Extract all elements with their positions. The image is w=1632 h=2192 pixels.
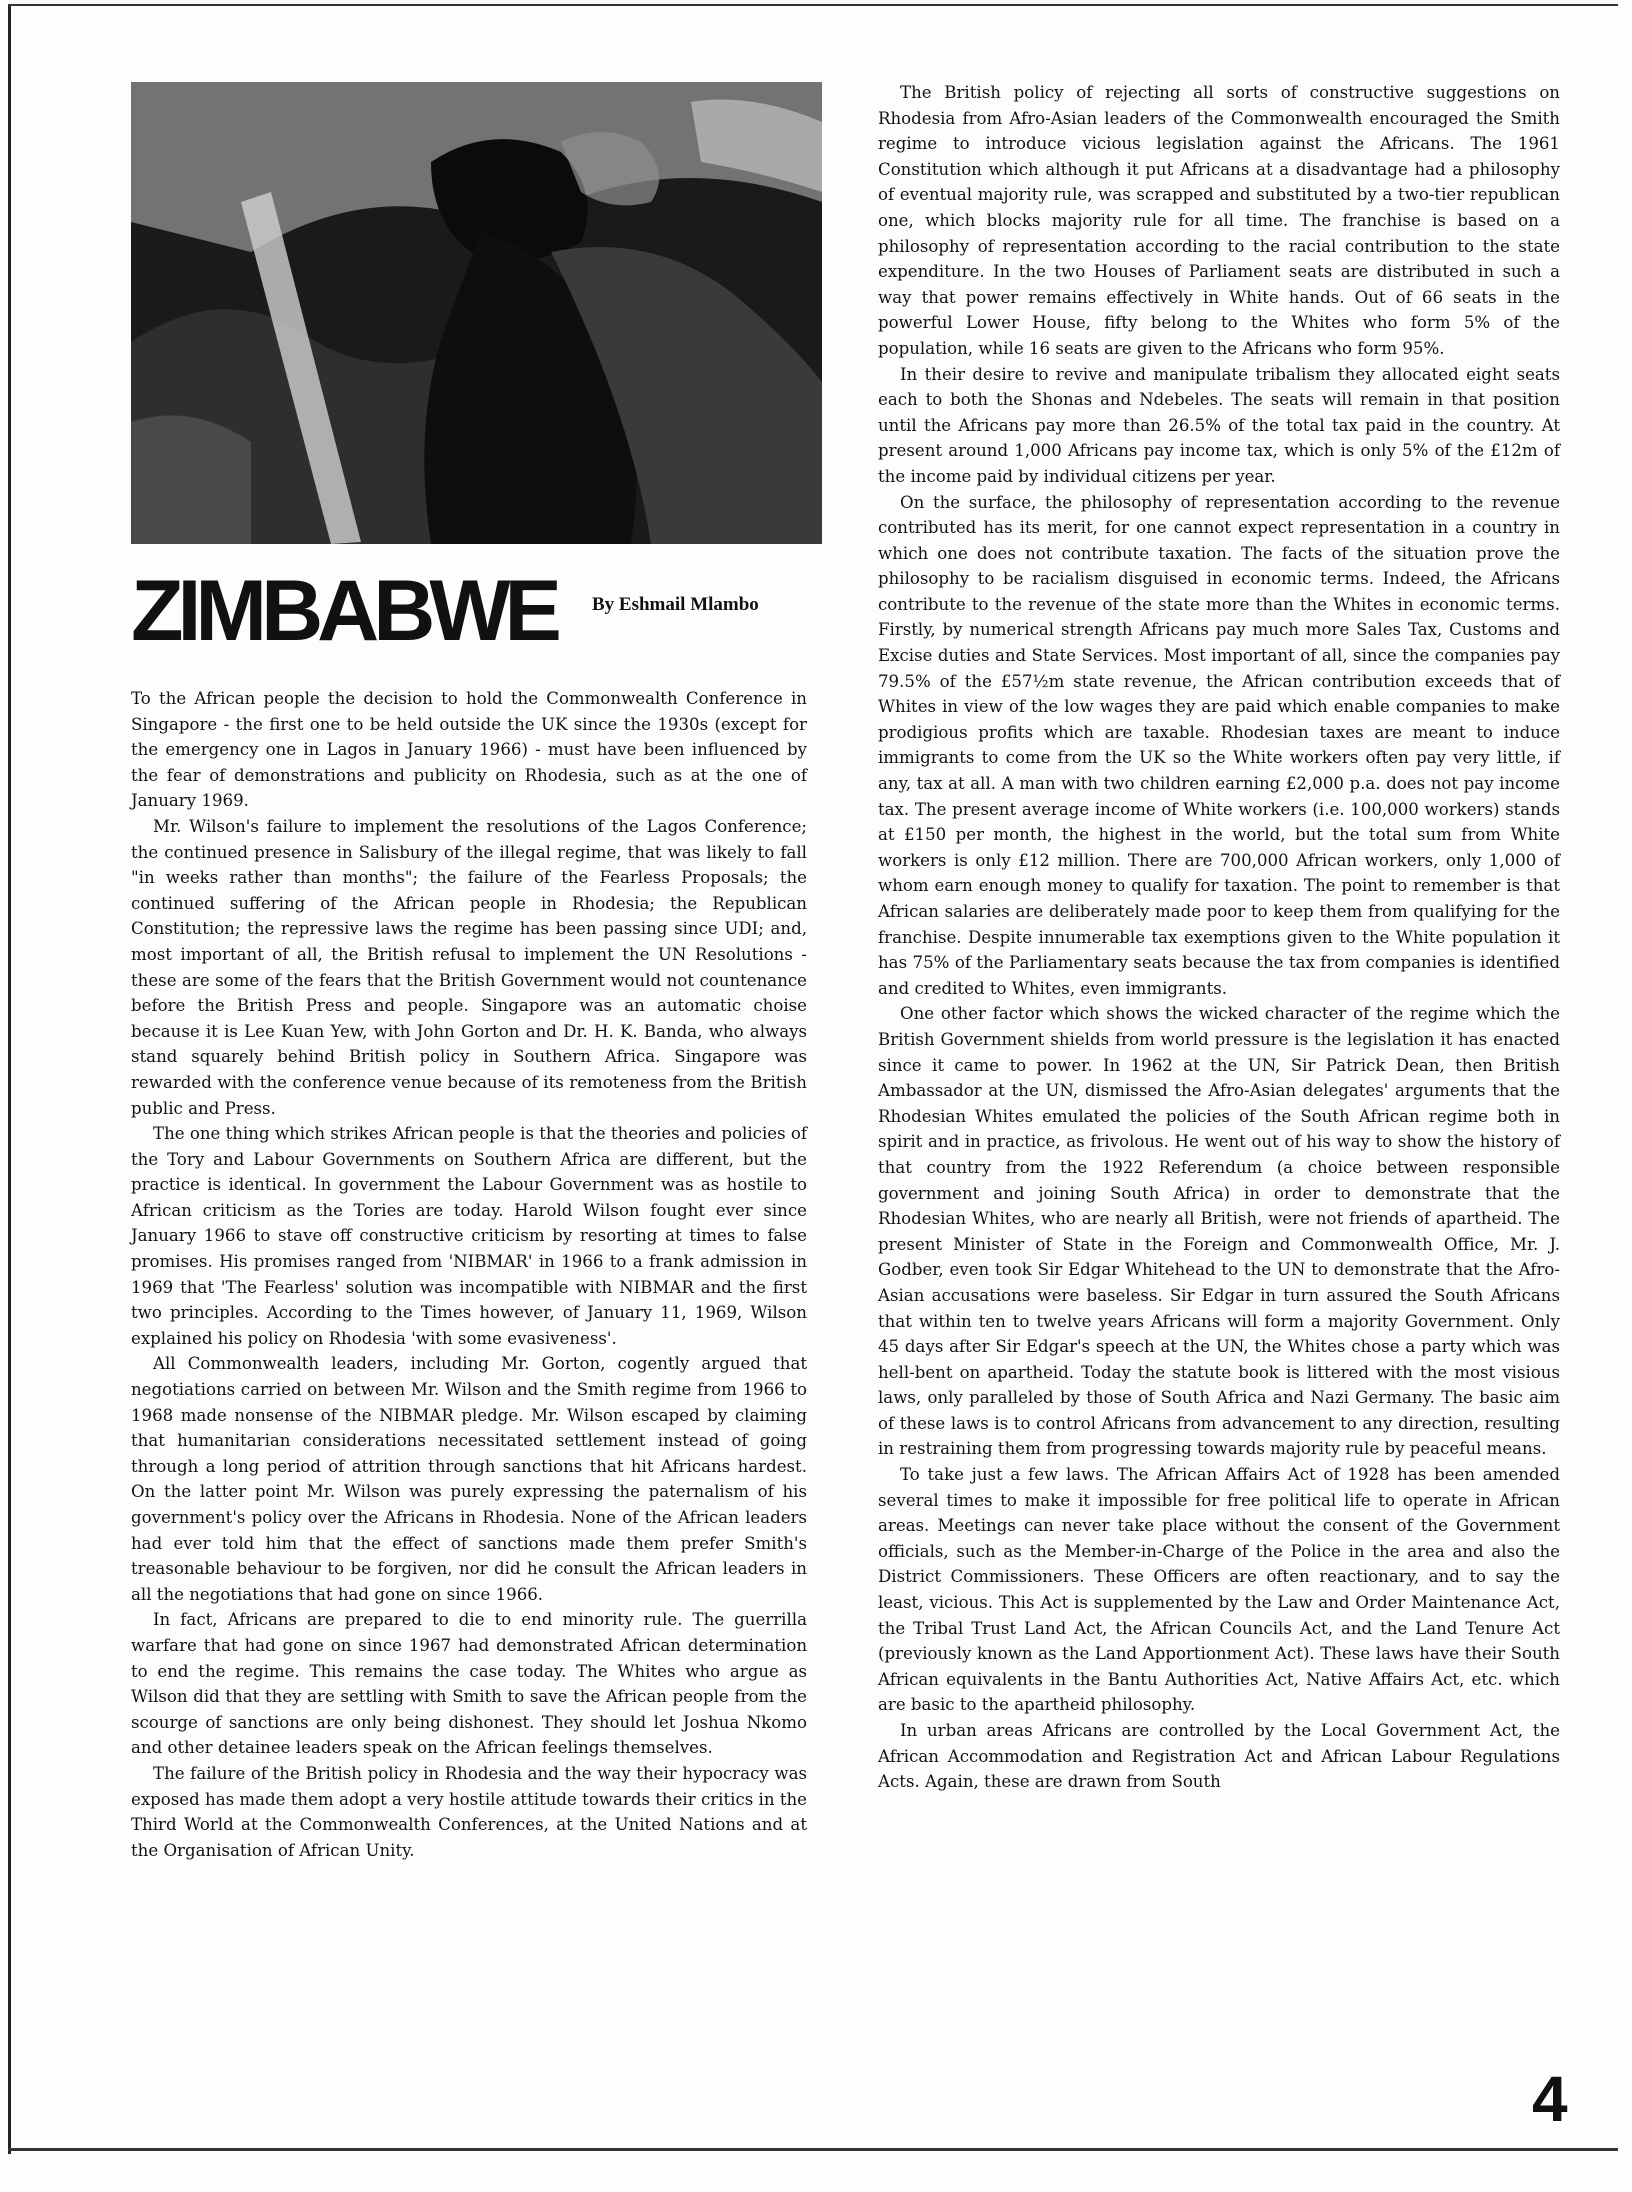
page-number: 4 [1532, 2063, 1568, 2135]
paragraph: In fact, Africans are prepared to die to end minority rule. The guerrilla warfare that had gone on since 1967 had demonstrated African determination to end the regime. This remains the case today. The Whites who argue as Wilson did that they are settling with Smith to save the African people from the scourge of sanctions are only being dishonest. They should let Joshua Nkomo and other detainee leaders speak on the African feelings themselves. [131, 1610, 807, 1758]
guerrilla-photo [131, 82, 822, 544]
left-column [131, 686, 807, 1863]
paragraph: To take just a few laws. The African Affairs Act of 1928 has been amended several times to make it impossible for free political life to operate in African areas. Meetings can never take place without the consent of the Government officials, such as the Member-in-Charge of the Police in the area and also the District Commissioners. These Officers are often reactionary, and to say the least, vicious. This Act is supplemented by the Law and Order Maintenance Act, the Tribal Trust Land Act, the African Councils Act, and the Land Tenure Act (previously known as the Land Apportionment Act). These laws have their South African equivalents in the Bantu Authorities Act, Native Affairs Act, etc. which are basic to the apartheid philosophy. [878, 1465, 1560, 1715]
paragraph: The one thing which strikes African people is that the theories and policies of the Tory and Labour Governments on Southern Africa are different, but the practice is identical. In government the Labour Government was as hostile to African criticism as the Tories are today. Harold Wilson fought ever since January 1966 to stave off constructive criticism by resorting at times to false promises. His promises ranged from 'NIBMAR' in 1966 to a frank admission in 1969 that 'The Fearless' solution was incompatible with NIBMAR and the first two principles. According to the Times however, of January 11, 1969, Wilson explained his policy on Rhodesia 'with some evasiveness'. [131, 1124, 807, 1348]
article-headline: ZIMBABWE [131, 563, 556, 659]
guerrilla-photo-art [131, 82, 822, 544]
article-byline: By Eshmail Mlambo [592, 594, 759, 615]
paragraph: All Commonwealth leaders, including Mr. Gorton, cogently argued that negotiations carried on between Mr. Wilson and the Smith regime from 1966 to 1968 made nonsense of the NIBMAR pledge. Mr. Wilson escaped by claiming that humanitarian considerations necessitated settlement instead of going through a long period of attrition through sanctions that hit Africans hardest. On the latter point Mr. Wilson was purely expressing the paternalism of his government's policy over the Africans in Rhodesia. None of the African leaders had ever told him that the effect of sanctions made them prefer Smith's treasonable behaviour to be forgiven, nor did he consult the African leaders in all the negotiations that had gone on since 1966. [131, 1354, 807, 1604]
right-column [878, 80, 1560, 1795]
paragraph: To the African people the decision to hold the Commonwealth Conference in Singapore - the first one to be held outside the UK since the 1930s (except for the emergency one in Lagos in January 1966) - must have been influenced by the fear of demonstrations and publicity on Rhodesia, such as at the one of January 1969. [131, 689, 807, 811]
page-border-top [8, 4, 1618, 6]
paragraph: The British policy of rejecting all sorts of constructive suggestions on Rhodesia from Afro-Asian leaders of the Commonwealth encouraged the Smith regime to introduce vicious legislation against the Africans. The 1961 Constitution which although it put Africans at a disadvantage had a philosophy of eventual majority rule, was scrapped and substituted by a two-tier republican one, which blocks majority rule for all time. The franchise is based on a philosophy of representation according to the racial contribution to the state expenditure. In the two Houses of Parliament seats are distributed in such a way that power remains effectively in White hands. Out of 66 seats in the powerful Lower House, fifty belong to the Whites who form 5% of the population, while 16 seats are given to the Africans who form 95%. [878, 83, 1560, 358]
paragraph: Mr. Wilson's failure to implement the resolutions of the Lagos Conference; the continued presence in Salisbury of the illegal regime, that was likely to fall "in weeks rather than months"; the failure of the Fearless Proposals; the continued suffering of the African people in Rhodesia; the Republican Constitution; the repressive laws the regime has been passing since UDI; and, most important of all, the British refusal to implement the UN Resolutions - these are some of the fears that the British Government would not countenance before the British Press and people. Singapore was an automatic choise because it is Lee Kuan Yew, with John Gorton and Dr. H. K. Banda, who always stand squarely behind British policy in Southern Africa. Singapore was rewarded with the conference venue because of its remoteness from the British public and Press. [131, 816, 807, 1118]
paragraph: In urban areas Africans are controlled by the Local Government Act, the African Accommodation and Registration Act and African Labour Regulations Acts. Again, these are drawn from South [878, 1721, 1560, 1792]
page-border-left [8, 4, 11, 2154]
paragraph: In their desire to revive and manipulate tribalism they allocated eight seats each to both the Shonas and Ndebeles. The seats will remain in that position until the Africans pay more than 26.5% of the total tax paid in the country. At present around 1,000 Africans pay income tax, which is only 5% of the £12m of the income paid by individual citizens per year. [878, 364, 1560, 486]
paragraph: The failure of the British policy in Rhodesia and the way their hypocracy was exposed has made them adopt a very hostile attitude towards their critics in the Third World at the Commonwealth Conferences, at the United Nations and at the Organisation of African Unity. [131, 1763, 807, 1860]
paragraph: One other factor which shows the wicked character of the regime which the British Government shields from world pressure is the legislation it has enacted since it came to power. In 1962 at the UN, Sir Patrick Dean, then British Ambassador at the UN, dismissed the Afro-Asian delegates' arguments that the Rhodesian Whites emulated the policies of the South African regime both in spirit and in practice, as frivolous. He went out of his way to show the history of that country from the 1922 Referendum (a choice between responsible government and joining South Africa) in order to demonstrate that the Rhodesian Whites, who are nearly all British, were not friends of apartheid. The present Minister of State in the Foreign and Commonwealth Office, Mr. J. Godber, even took Sir Edgar Whitehead to the UN to demonstrate that the Afro-Asian accusations were baseless. Sir Edgar in turn assured the South Africans that within ten to twelve years Africans will form a majority Government. Only 45 days after Sir Edgar's speech at the UN, the Whites chose a party which was hell-bent on apartheid. Today the statute book is littered with the most visious laws, only paralleled by those of South Africa and Nazi Germany. The basic aim of these laws is to control Africans from advancement to any direction, resulting in restraining them from progressing towards majority rule by peaceful means. [878, 1004, 1560, 1459]
page-border-bottom [8, 2148, 1618, 2151]
paragraph: On the surface, the philosophy of representation according to the revenue contributed has its merit, for one cannot expect representation in a country in which one does not contribute taxation. The facts of the situation prove the philosophy to be racialism disguised in economic terms. Indeed, the Africans contribute to the revenue of the state more than the Whites in economic terms. Firstly, by numerical strength Africans pay much more Sales Tax, Customs and Excise duties and State Services. Most important of all, since the companies pay 79.5% of the £57½m state revenue, the African contribution exceeds that of Whites in view of the low wages they are paid which enable companies to make prodigious profits which are taxable. Rhodesian taxes are meant to induce immigrants to come from the UK so the White workers often pay very little, if any, tax at all. A man with two children earning £2,000 p.a. does not pay income tax. The present average income of White workers (i.e. 100,000 workers) stands at £150 per month, the highest in the world, but the total sum from White workers is only £12 million. There are 700,000 African workers, only 1,000 of whom earn enough money to qualify for taxation. The point to remember is that African salaries are deliberately made poor to keep them from qualifying for the franchise. Despite innumerable tax exemptions given to the White population it has 75% of the Parliamentary seats because the tax from companies is identified and credited to Whites, even immigrants. [878, 492, 1560, 998]
